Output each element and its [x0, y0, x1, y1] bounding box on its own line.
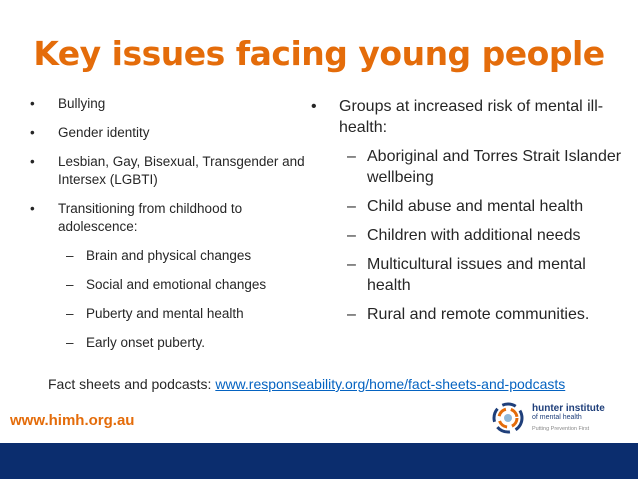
fact-sheets-line: [48, 376, 565, 392]
sub-item-text: Puberty and mental health: [86, 306, 244, 321]
dash-marker: –: [66, 248, 74, 263]
sub-list-item: [30, 305, 322, 323]
sub-item-text: Multicultural issues and mental health: [367, 256, 586, 294]
list-item-text: Transitioning from childhood to adolescence:: [58, 201, 243, 234]
left-column: [30, 95, 322, 363]
website-url[interactable]: www.himh.org.au: [10, 412, 135, 429]
bullet-marker: •: [311, 98, 317, 115]
dash-marker: –: [347, 227, 356, 244]
list-item: [305, 96, 625, 138]
bullet-marker: •: [30, 96, 35, 111]
sub-item-text: Brain and physical changes: [86, 248, 252, 263]
list-item-text: Lesbian, Gay, Bisexual, Transgender and Intersex (LGBTI): [58, 154, 305, 187]
bullet-marker: •: [30, 201, 35, 216]
dash-marker: –: [347, 198, 356, 215]
sub-list-item: [305, 254, 625, 296]
list-item: [30, 200, 322, 236]
sub-item-text: Social and emotional changes: [86, 277, 267, 292]
list-item: [30, 95, 322, 113]
sub-item-text: Rural and remote communities.: [367, 306, 590, 323]
list-item: [30, 153, 322, 189]
dash-marker: –: [347, 306, 356, 323]
fact-sheets-link[interactable]: www.responseability.org/home/fact-sheets-and-podcasts: [215, 376, 566, 392]
sub-list-item: [305, 146, 625, 188]
dash-marker: –: [66, 335, 74, 350]
sub-list-item: [305, 304, 625, 325]
footer-bar: [0, 443, 638, 479]
sub-item-text: Aboriginal and Torres Strait Islander wellbeing: [367, 148, 622, 186]
list-item: [30, 124, 322, 142]
hunter-institute-logo: [490, 400, 630, 438]
sub-item-text: Early onset puberty.: [86, 335, 206, 350]
fact-sheets-label: Fact sheets and podcasts:: [48, 376, 216, 392]
dash-marker: –: [66, 277, 74, 292]
left-bullet-list: [30, 95, 322, 352]
sub-list-item: [30, 276, 322, 294]
sub-list-item: [30, 334, 322, 352]
logo-subtitle: of mental health: [532, 414, 582, 421]
list-item-text: Bullying: [58, 96, 106, 111]
logo-tagline: Putting Prevention First: [532, 426, 590, 432]
dash-marker: –: [347, 256, 356, 273]
bullet-marker: •: [30, 125, 35, 140]
dash-marker: –: [66, 306, 74, 321]
dash-marker: –: [347, 148, 356, 165]
list-item-text: Groups at increased risk of mental ill-health:: [339, 98, 604, 136]
sub-item-text: Children with additional needs: [367, 227, 581, 244]
slide-title: Key issues facing young people: [33, 34, 605, 73]
sub-list-item: [30, 247, 322, 265]
sub-list-item: [305, 225, 625, 246]
bullet-marker: •: [30, 154, 35, 169]
hunter-institute-logo-icon: [490, 400, 526, 436]
logo-name: hunter institute: [532, 403, 605, 414]
right-bullet-list: [305, 96, 625, 325]
right-column: [305, 96, 625, 333]
sub-list-item: [305, 196, 625, 217]
list-item-text: Gender identity: [58, 125, 150, 140]
sub-item-text: Child abuse and mental health: [367, 198, 584, 215]
